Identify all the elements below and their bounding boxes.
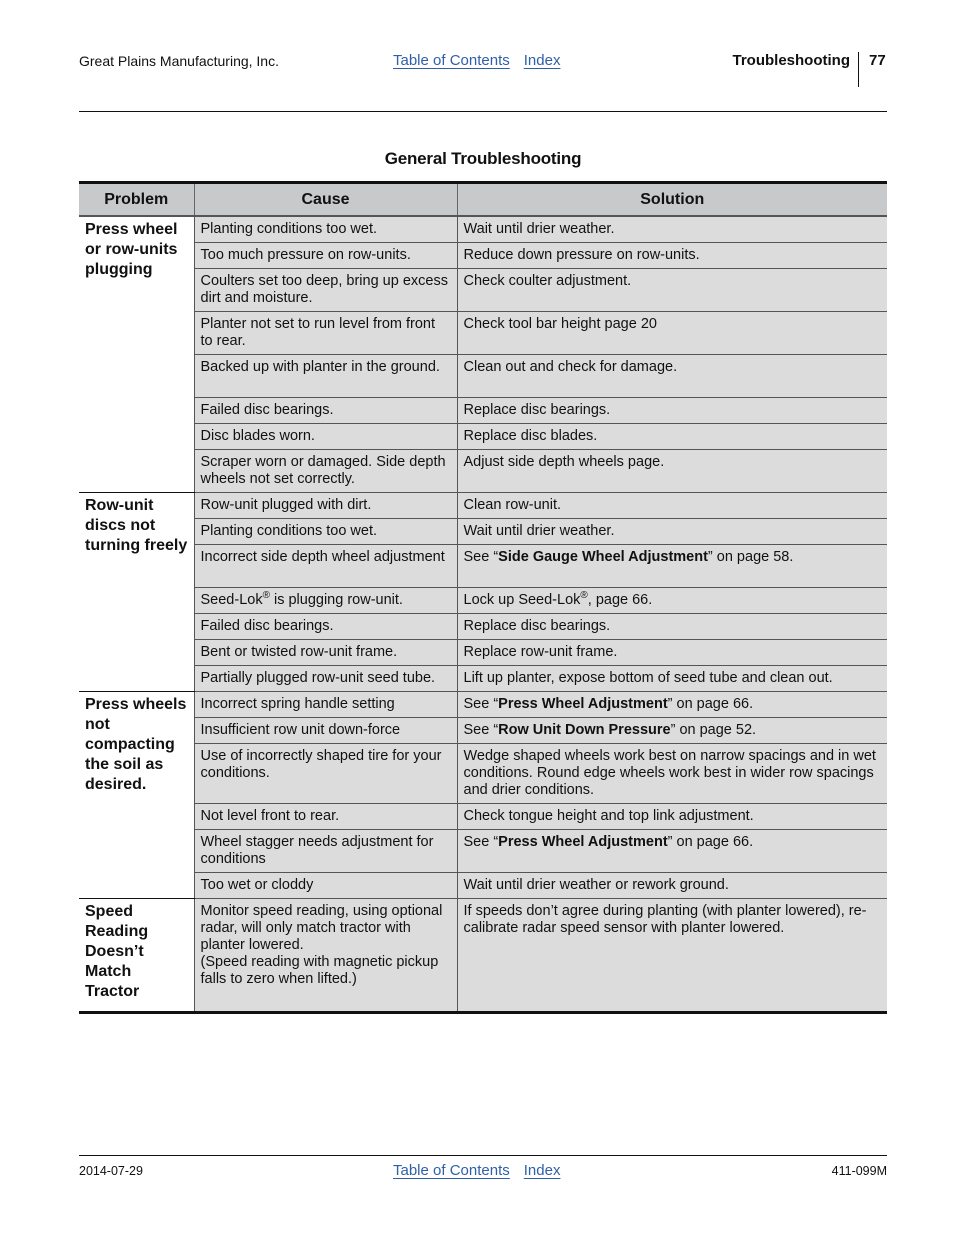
cause-cell: Incorrect side depth wheel adjustment [194, 545, 457, 588]
cause-cell: Disc blades worn. [194, 424, 457, 450]
solution-cell [457, 545, 887, 588]
table-row [79, 243, 887, 269]
cross-reference: Press Wheel Adjustment [498, 696, 668, 712]
cause-cell: Planting conditions too wet. [194, 216, 457, 243]
solution-cell: Lift up planter, expose bottom of seed tube and clean out. [457, 666, 887, 692]
solution-text: , page 66. [587, 592, 653, 608]
page-number: 77 [869, 52, 886, 69]
problem-column-header: Problem [79, 183, 194, 217]
solution-text: See “ [463, 549, 499, 565]
footer-rule [79, 1155, 887, 1156]
solution-cell: Reduce down pressure on row-units. [457, 243, 887, 269]
solution-text: ” on page 58. [707, 549, 794, 565]
problem-cell: Press wheels not compacting the soil as desired. [79, 692, 194, 899]
table-title: General Troubleshooting [384, 149, 582, 168]
header-rule [79, 111, 887, 112]
solution-cell: Check coulter adjustment. [457, 269, 887, 312]
cause-cell: Bent or twisted row-unit frame. [194, 640, 457, 666]
table-row [79, 804, 887, 830]
solution-text: Lock up Seed-Lok [463, 592, 581, 608]
registered-mark: ® [580, 590, 588, 602]
cause-note: (Speed reading with magnetic pickup falls to zero when lifted.) [200, 954, 439, 987]
cause-cell: Too wet or cloddy [194, 873, 457, 899]
table-row [79, 424, 887, 450]
table-row [79, 873, 887, 899]
cause-cell: Backed up with planter in the ground. [194, 355, 457, 398]
solution-text: ” on page 52. [670, 722, 757, 738]
index-link[interactable]: Index [523, 52, 561, 69]
cause-cell: Planter not set to run level from front to rear. [194, 312, 457, 355]
table-row [79, 588, 887, 614]
cross-reference: Press Wheel Adjustment [498, 834, 668, 850]
solution-cell [457, 830, 887, 873]
table-row [79, 355, 887, 398]
solution-text: ” on page 66. [667, 696, 754, 712]
solution-cell: Check tool bar height page 20 [457, 312, 887, 355]
solution-cell: Adjust side depth wheels page. [457, 450, 887, 493]
problem-cell: Row-unit discs not turning freely [79, 493, 194, 692]
cause-text: Monitor speed reading, using optional radar, will only match tractor with planter lowered. [200, 903, 443, 953]
table-row [79, 718, 887, 744]
table-row [79, 666, 887, 692]
table-row [79, 312, 887, 355]
table-header-row [79, 183, 887, 217]
table-of-contents-link[interactable]: Table of Contents [393, 1162, 510, 1179]
document-number: 411-099M [831, 1164, 887, 1178]
solution-cell: Replace disc blades. [457, 424, 887, 450]
solution-cell: Wait until drier weather or rework ground. [457, 873, 887, 899]
solution-cell [457, 692, 887, 718]
publication-date: 2014-07-29 [79, 1164, 143, 1178]
cause-cell: Insufficient row unit down-force [194, 718, 457, 744]
cross-reference: Side Gauge Wheel Adjustment [498, 549, 708, 565]
cause-cell: Failed disc bearings. [194, 398, 457, 424]
cause-cell: Failed disc bearings. [194, 614, 457, 640]
header-divider [858, 52, 859, 87]
cause-cell: Incorrect spring handle setting [194, 692, 457, 718]
table-row [79, 640, 887, 666]
cause-cell: Not level front to rear. [194, 804, 457, 830]
company-name: Great Plains Manufacturing, Inc. [79, 53, 279, 69]
cause-cell [194, 588, 457, 614]
solution-cell: Replace row-unit frame. [457, 640, 887, 666]
index-link[interactable]: Index [523, 1162, 561, 1179]
cause-cell: Wheel stagger needs adjustment for conditions [194, 830, 457, 873]
cause-cell: Too much pressure on row-units. [194, 243, 457, 269]
table-row [79, 519, 887, 545]
table-row [79, 614, 887, 640]
registered-mark: ® [262, 590, 270, 602]
cause-text: Seed-Lok [200, 592, 263, 608]
footer-nav [393, 1162, 560, 1179]
cause-cell: Row-unit plugged with dirt. [194, 493, 457, 519]
solution-column-header: Solution [457, 183, 887, 217]
solution-cell [457, 588, 887, 614]
table-row [79, 744, 887, 804]
table-row [79, 545, 887, 588]
solution-text: ” on page 66. [667, 834, 754, 850]
solution-cell: Wait until drier weather. [457, 519, 887, 545]
troubleshooting-table [79, 181, 887, 1014]
table-row [79, 493, 887, 519]
solution-cell: Wait until drier weather. [457, 216, 887, 243]
solution-cell: Replace disc bearings. [457, 398, 887, 424]
cause-cell: Planting conditions too wet. [194, 519, 457, 545]
cause-cell: Coulters set too deep, bring up excess dirt and moisture. [194, 269, 457, 312]
table-row [79, 398, 887, 424]
solution-text: See “ [463, 834, 499, 850]
header-nav [393, 52, 560, 69]
table-row [79, 692, 887, 718]
solution-text: See “ [463, 722, 499, 738]
solution-cell: Replace disc bearings. [457, 614, 887, 640]
cross-reference: Row Unit Down Pressure [498, 722, 671, 738]
solution-cell: Check tongue height and top link adjustment. [457, 804, 887, 830]
solution-text: See “ [463, 696, 499, 712]
table-row [79, 830, 887, 873]
cause-cell [194, 899, 457, 1013]
problem-cell: Speed Reading Doesn’t Match Tractor [79, 899, 194, 1013]
cause-cell: Scraper worn or damaged. Side depth wheels not set correctly. [194, 450, 457, 493]
table-of-contents-link[interactable]: Table of Contents [393, 52, 510, 69]
solution-cell: Clean row-unit. [457, 493, 887, 519]
cause-cell: Partially plugged row-unit seed tube. [194, 666, 457, 692]
solution-cell: Clean out and check for damage. [457, 355, 887, 398]
solution-cell [457, 718, 887, 744]
solution-cell: Wedge shaped wheels work best on narrow spacings and in wet conditions. Round edge wheels work best in wider row spacings and drier conditions. [457, 744, 887, 804]
section-title: Troubleshooting [732, 52, 850, 69]
cause-column-header: Cause [194, 183, 457, 217]
solution-cell: If speeds don’t agree during planting (with planter lowered), re-calibrate radar speed sensor with planter lowered. [457, 899, 887, 1013]
cause-cell: Use of incorrectly shaped tire for your conditions. [194, 744, 457, 804]
cause-text: is plugging row-unit. [269, 592, 403, 608]
table-row [79, 450, 887, 493]
problem-cell: Press wheel or row-units plugging [79, 216, 194, 493]
table-row [79, 899, 887, 1013]
table-row [79, 269, 887, 312]
table-row [79, 216, 887, 243]
